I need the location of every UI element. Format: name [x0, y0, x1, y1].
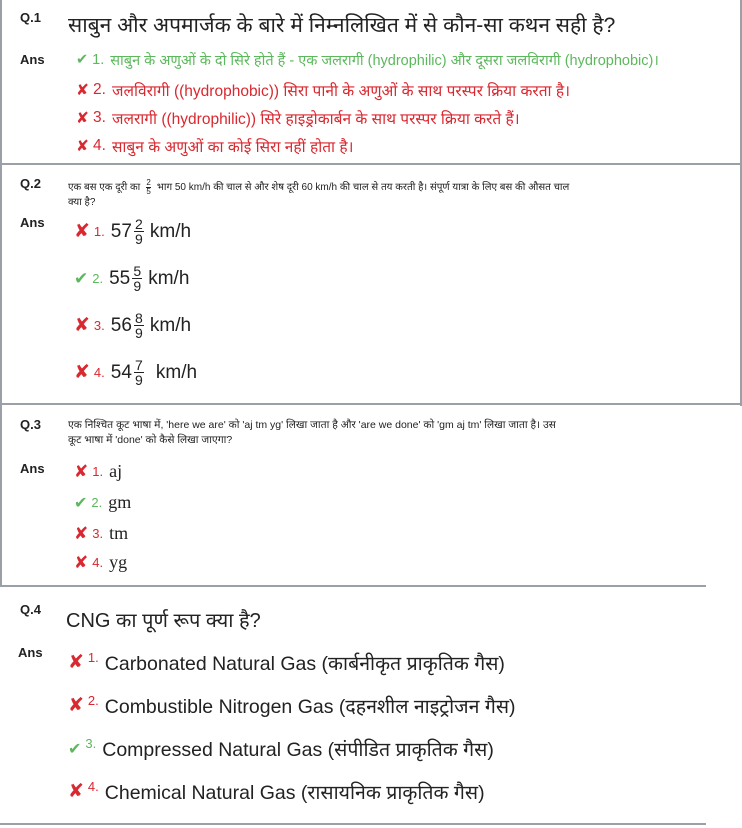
option-number: 2.	[92, 271, 104, 286]
option-text: yg	[109, 552, 128, 572]
answer-label: Ans	[20, 52, 45, 67]
option-3	[74, 311, 191, 340]
option-2	[74, 264, 189, 293]
option-whole: 57	[110, 220, 132, 242]
option-1	[76, 50, 659, 70]
cross-icon: ✘	[76, 137, 89, 155]
option-3	[76, 107, 520, 129]
fraction: $\frac{2}{5}$	[146, 178, 151, 196]
option-3	[68, 735, 494, 762]
option-number: 1.	[92, 52, 105, 68]
option-number: 4.	[92, 555, 104, 570]
answer-label: Ans	[20, 215, 45, 230]
cross-icon: ✘	[74, 461, 89, 481]
cross-icon: ✘	[74, 523, 89, 543]
divider-q4	[0, 823, 706, 825]
option-number: 3.	[93, 318, 105, 333]
option-whole: 56	[110, 314, 132, 336]
option-number: 3.	[93, 109, 106, 126]
check-icon: ✔	[76, 52, 89, 68]
option-text: साबुन के अणुओं का कोई सिरा नहीं होता है।	[111, 139, 354, 156]
option-text: Compressed Natural Gas (संपीडित प्राकृतिक गैस)	[102, 739, 494, 761]
cross-icon: ✘	[76, 109, 89, 127]
question-text: CNG का पूर्ण रूप क्या है?	[66, 610, 261, 632]
divider-q1	[0, 163, 742, 165]
question-label: Q.3	[20, 417, 41, 432]
fraction: $\frac{5}{9}$	[133, 263, 142, 294]
divider-q3	[0, 585, 706, 587]
check-icon: ✔	[74, 494, 88, 512]
option-unit: km/h	[148, 267, 190, 289]
option-number: 1.	[93, 224, 105, 239]
option-whole: 55	[109, 267, 131, 289]
option-number: 1.	[87, 650, 99, 665]
option-2	[76, 79, 570, 101]
option-4	[74, 358, 197, 387]
option-2	[68, 692, 516, 719]
question-label: Q.4	[20, 602, 41, 617]
fraction: $\frac{8}{9}$	[135, 310, 143, 341]
fraction: $\frac{7}{9}$	[135, 357, 143, 388]
fraction: $\frac{2}{9}$	[135, 216, 143, 247]
answer-label: Ans	[18, 645, 43, 660]
option-text: Chemical Natural Gas (रासायनिक प्राकृतिक गैस)	[104, 782, 485, 804]
cross-icon: ✘	[74, 221, 90, 242]
check-icon: ✔	[68, 740, 82, 758]
cross-icon: ✘	[74, 552, 89, 572]
option-1	[74, 217, 191, 246]
question-label: Q.1	[20, 10, 41, 25]
answer-label: Ans	[20, 461, 45, 476]
option-number: 2.	[91, 495, 103, 510]
question-text: साबुन और अपमार्जक के बारे में निम्नलिखित में से कौन-सा कथन सही है?	[68, 14, 616, 37]
option-number: 2.	[87, 693, 99, 708]
option-number: 2.	[93, 81, 106, 98]
option-text: aj	[109, 461, 123, 481]
option-4	[74, 552, 127, 573]
option-text: जलविरागी ((hydrophobic)) सिरा पानी के अणुओं के साथ परस्पर क्रिया करता है।	[111, 83, 570, 100]
cross-icon: ✘	[68, 781, 84, 802]
option-number: 4.	[87, 779, 99, 794]
option-text: Carbonated Natural Gas (कार्बनीकृत प्राकृतिक गैस)	[104, 653, 505, 675]
option-3	[74, 523, 128, 544]
option-unit: km/h	[149, 314, 192, 336]
question-label: Q.2	[20, 176, 41, 191]
question-text: एक निश्चित कूट भाषा में, 'here we are' को 'aj tm yg' लिखा जाता है और 'are we done' को 'gm aj tm' लिखा जाता है। उस कूट भाषा में 'done' को कैसे लिखा जाएगा?	[68, 419, 556, 446]
option-text: जलरागी ((hydrophilic)) सिरे हाइड्रोकार्बन के साथ परस्पर क्रिया करते हैं।	[111, 111, 520, 128]
option-text: tm	[109, 523, 129, 543]
cross-icon: ✘	[68, 652, 84, 673]
option-whole: 54	[110, 361, 132, 383]
option-text: gm	[108, 492, 132, 512]
option-number: 4.	[93, 137, 106, 154]
option-text: Combustible Nitrogen Gas (दहनशील नाइट्रोजन गैस)	[104, 696, 516, 718]
option-text: साबुन के अणुओं के दो सिरे होते हैं - एक जलरागी (hydrophilic) और दूसरा जलविरागी (hydrophobic)।	[110, 53, 659, 69]
option-unit: km/h	[155, 361, 198, 383]
cross-icon: ✘	[74, 362, 90, 383]
option-1	[74, 461, 122, 482]
cross-icon: ✘	[76, 81, 89, 99]
option-4	[68, 778, 485, 805]
divider-q2	[0, 403, 742, 405]
option-number: 1.	[92, 464, 104, 479]
left-border	[0, 0, 2, 585]
cross-icon: ✘	[68, 695, 84, 716]
question-text: एक बस एक दूरी का $\frac{2}{5}$ भाग 50 km/h की चाल से और शेष दूरी 60 km/h की चाल से तय करती है। संपूर्ण यात्रा के लिए बस की औसत चाल क्या है?	[68, 178, 570, 208]
option-unit: km/h	[149, 220, 192, 242]
option-number: 4.	[93, 365, 105, 380]
option-number: 3.	[92, 526, 104, 541]
option-2	[74, 492, 131, 513]
option-1	[68, 649, 505, 676]
option-number: 3.	[85, 736, 97, 751]
cross-icon: ✘	[74, 315, 90, 336]
check-icon: ✔	[74, 268, 89, 288]
option-4	[76, 135, 353, 157]
